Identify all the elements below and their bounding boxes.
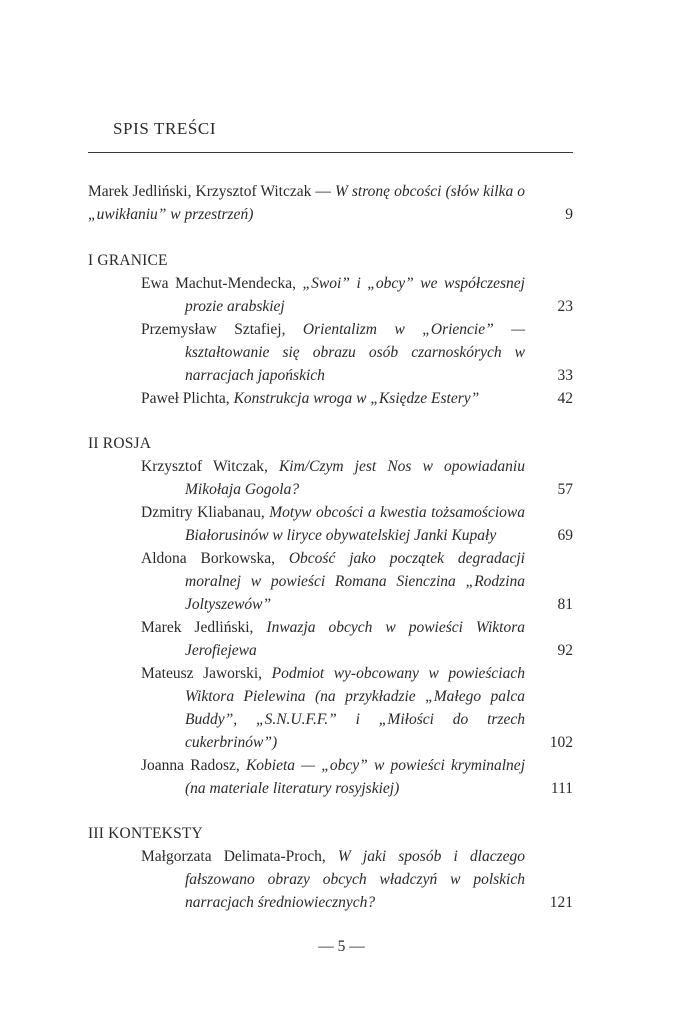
entry-page-number: 42 <box>557 390 573 407</box>
entry-page-number: 9 <box>565 206 573 223</box>
entry-page-number: 92 <box>557 642 573 659</box>
entry-title: Kim/Czym jest Nos w opowiadaniu Mikołaja Gogola? <box>185 458 525 498</box>
entry-page-number: 121 <box>549 894 573 911</box>
section-heading-rosja: II ROSJA <box>88 435 152 452</box>
entry-title: Motyw obcości a kwestia tożsamościowa Białorusinów w liryce obywatelskiej Janki Kupały <box>185 504 525 544</box>
toc-entry <box>141 455 573 501</box>
toc-entry <box>141 754 573 800</box>
toc-entry <box>141 662 573 754</box>
entry-title: Inwazja obcych w powieści Wiktora Jerofiejewa <box>185 619 525 659</box>
toc-entry <box>141 318 573 387</box>
entry-title: Kobieta — „obcy” w powieści kryminalnej (na materiale literatury rosyjskiej) <box>185 757 525 797</box>
entry-author: Małgorzata Delimata-Proch, <box>141 848 338 865</box>
entry-title: Podmiot wy-obcowany w powieściach Wiktora Pielewina (na przykładzie „Małego palca Buddy”, „S.N.U.F.F.” i „Miłości do trzech cukerbrinów”) <box>185 665 525 751</box>
entry-author: Joanna Radosz, <box>141 757 246 774</box>
entry-author: Ewa Machut-Mendecka, <box>141 275 303 292</box>
toc-entry <box>141 547 573 616</box>
toc-entry <box>141 616 573 662</box>
entry-title: Orientalizm w „Oriencie” — kształtowanie się obrazu osób czarnoskórych w narracjach japońskich <box>185 321 525 384</box>
entry-author: Aldona Borkowska, <box>141 550 289 567</box>
entry-page-number: 102 <box>549 734 573 751</box>
toc-content <box>88 180 573 914</box>
section-heading-konteksty: III KONTEKSTY <box>88 825 203 842</box>
entry-author: Dzmitry Kliabanau, <box>141 504 270 521</box>
entry-page-number: 33 <box>557 367 573 384</box>
entry-page-number: 81 <box>557 596 573 613</box>
entry-title: „Swoi” i „obcy” we współczesnej prozie arabskiej <box>185 275 525 315</box>
toc-entry <box>141 501 573 547</box>
page-title: SPIS TREŚCI <box>113 119 217 138</box>
toc-entry <box>141 272 573 318</box>
entry-title: Konstrukcja wroga w „Księdze Estery” <box>233 390 480 407</box>
toc-entry <box>141 387 573 410</box>
entry-author: Przemysław Sztafiej, <box>141 321 303 338</box>
entry-title: W jaki sposób i dlaczego fałszowano obrazy obcych władczyń w polskich narracjach średniowiecznych? <box>185 848 525 911</box>
entry-title: Obcość jako początek degradacji moralnej w powieści Romana Sienczina „Rodzina Joltyszewów” <box>185 550 525 613</box>
entry-page-number: 57 <box>557 481 573 498</box>
entry-author: Mateusz Jaworski, <box>141 665 272 682</box>
entry-author: Krzysztof Witczak, <box>141 458 279 475</box>
page-folio: — 5 — <box>318 938 365 955</box>
entry-author: Marek Jedliński, Krzysztof Witczak — <box>88 183 335 200</box>
heading-rule <box>88 152 573 153</box>
entry-page-number: 69 <box>557 527 573 544</box>
entry-title: W stronę obcości (słów kilka o „uwikłaniu” w przestrzeń) <box>88 183 525 223</box>
section-heading-granice: I GRANICE <box>88 252 168 269</box>
entry-author: Paweł Plichta, <box>141 390 234 407</box>
entry-page-number: 23 <box>557 298 573 315</box>
entry-page-number: 111 <box>550 780 573 797</box>
entry-author: Marek Jedliński, <box>141 619 267 636</box>
toc-entry-intro <box>88 180 573 226</box>
toc-entry <box>141 845 573 914</box>
